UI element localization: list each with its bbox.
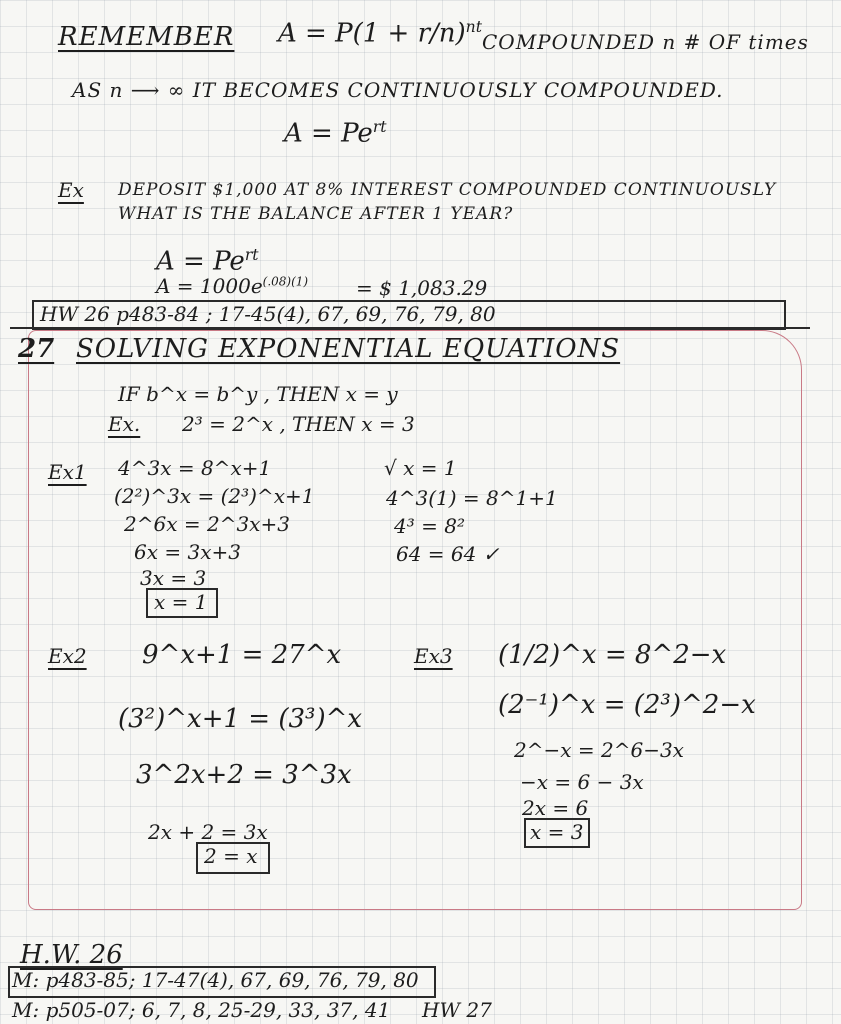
compound-formula-exponent: nt [465, 18, 482, 36]
ex1-step-2: (2²)^3x = (2³)^x+1 [114, 484, 315, 508]
ex1-check-2: 4^3(1) = 8^1+1 [386, 486, 558, 510]
hw26-assignment: M: p483-85; 17-47(4), 67, 69, 76, 79, 80 [12, 968, 419, 992]
lesson-title: SOLVING EXPONENTIAL EQUATIONS [76, 334, 621, 364]
ex2-step-4: 2x + 2 = 3x [148, 820, 268, 844]
ex2-answer: 2 = x [204, 844, 258, 868]
hw26-banner-text: HW 26 p483-84 ; 17-45(4), 67, 69, 76, 79, 80 [40, 302, 496, 326]
example-result: = $ 1,083.29 [356, 276, 488, 300]
ex1-step-4: 6x = 3x+3 [134, 540, 241, 564]
ex1-check-3: 4³ = 8² [394, 514, 465, 538]
continuous-formula [284, 118, 387, 149]
ex3-step-1: (1/2)^x = 8^2−x [498, 640, 727, 670]
ex3-step-4: −x = 6 − 3x [520, 770, 644, 794]
as-n-infinity-note: AS n ⟶ ∞ IT BECOMES CONTINUOUSLY COMPOUNDED. [72, 78, 724, 102]
example-step-1-exponent: rt [244, 246, 259, 264]
ex1-check-1: √ x = 1 [384, 456, 457, 480]
hw26-title: H.W. 26 [20, 940, 123, 970]
ex1-label: Ex1 [48, 460, 87, 484]
example-label: Ex [58, 178, 84, 202]
ex1-step-5: 3x = 3 [140, 566, 207, 590]
example-step-1-text: A = Pe [156, 246, 245, 277]
ex1-step-1: 4^3x = 8^x+1 [118, 456, 272, 480]
rule-example: 2³ = 2^x , THEN x = 3 [182, 412, 415, 436]
hw27-assignment: M: p505-07; 6, 7, 8, 25-29, 33, 37, 41 [12, 998, 391, 1022]
compound-formula-text: A = P(1 + r/n) [278, 18, 466, 49]
rule-example-label: Ex. [108, 412, 141, 436]
ex1-check-4: 64 = 64 ✓ [396, 542, 500, 566]
ex1-step-3: 2^6x = 2^3x+3 [124, 512, 290, 536]
ex3-step-5: 2x = 6 [522, 796, 589, 820]
ex2-step-3: 3^2x+2 = 3^3x [136, 760, 352, 790]
example-step-2-exponent: (.08)(1) [262, 274, 309, 289]
hw27-label: HW 27 [422, 998, 492, 1022]
ex3-label: Ex3 [414, 644, 453, 668]
ex3-answer: x = 3 [530, 820, 584, 844]
ex2-label: Ex2 [48, 644, 87, 668]
example-step-2-text: A = 1000e [156, 274, 263, 298]
ex1-answer: x = 1 [154, 590, 208, 614]
ex3-step-2: (2⁻¹)^x = (2³)^2−x [498, 690, 756, 720]
remember-label: REMEMBER [58, 22, 235, 52]
example-step-2 [156, 274, 308, 298]
example-step-1 [156, 246, 259, 277]
rule-if: IF b^x = b^y , THEN x = y [118, 382, 398, 406]
example-line-1: DEPOSIT $1,000 AT 8% INTEREST COMPOUNDED CONTINUOUSLY [118, 180, 777, 200]
compound-formula [278, 18, 482, 49]
lesson-number: 27 [18, 334, 55, 364]
example-line-2: WHAT IS THE BALANCE AFTER 1 YEAR? [118, 204, 514, 224]
continuous-formula-exponent: rt [372, 118, 387, 136]
compounded-note: COMPOUNDED n # OF times [482, 30, 809, 54]
red-margin-frame [28, 330, 802, 910]
ex2-step-1: 9^x+1 = 27^x [142, 640, 342, 670]
continuous-formula-text: A = Pe [284, 118, 373, 149]
ex3-step-3: 2^−x = 2^6−3x [514, 738, 684, 762]
section-divider [10, 327, 810, 329]
ex2-step-2: (3²)^x+1 = (3³)^x [118, 704, 363, 734]
